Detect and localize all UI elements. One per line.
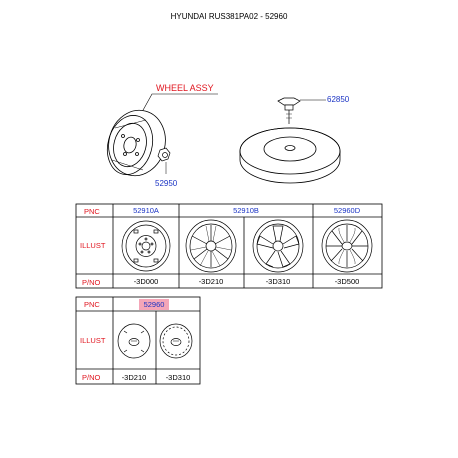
t2-row-illust: ILLUST	[80, 336, 106, 345]
t1-row-pnc: PNC	[84, 207, 100, 216]
part-number-62850: 62850	[327, 95, 350, 104]
t2-pno-2: -3D310	[165, 373, 191, 382]
alloy-wheel-3d500-icon	[322, 220, 372, 272]
steel-wheel-icon	[122, 221, 170, 271]
t1-row-illust: ILLUST	[80, 241, 106, 250]
part-number-52950: 52950	[155, 179, 178, 188]
t1-pnc-2: 52910B	[233, 206, 259, 215]
t1-pnc-1: 52910A	[133, 206, 159, 215]
t1-pno-3: -3D310	[265, 277, 291, 286]
center-cap-3d210-icon	[118, 324, 150, 358]
t2-row-pno: P/NO	[82, 373, 101, 382]
alloy-wheel-3d310-icon	[253, 220, 303, 272]
t2-pno-1: -3D210	[121, 373, 147, 382]
page-title: HYUNDAI RUS381PA02 - 52960	[170, 12, 288, 21]
t1-pno-2: -3D210	[198, 277, 224, 286]
t2-pnc-1: 52960	[143, 300, 165, 309]
center-cap-3d310-icon	[160, 324, 192, 358]
wheel-assy-label: WHEEL ASSY	[156, 83, 214, 93]
t1-pno-1: -3D000	[133, 277, 159, 286]
alloy-wheel-3d210-icon	[186, 220, 236, 272]
t1-pno-4: -3D500	[334, 277, 360, 286]
t2-row-pnc: PNC	[84, 300, 100, 309]
t1-row-pno: P/NO	[82, 278, 101, 287]
t1-pnc-3: 52960D	[333, 206, 361, 215]
